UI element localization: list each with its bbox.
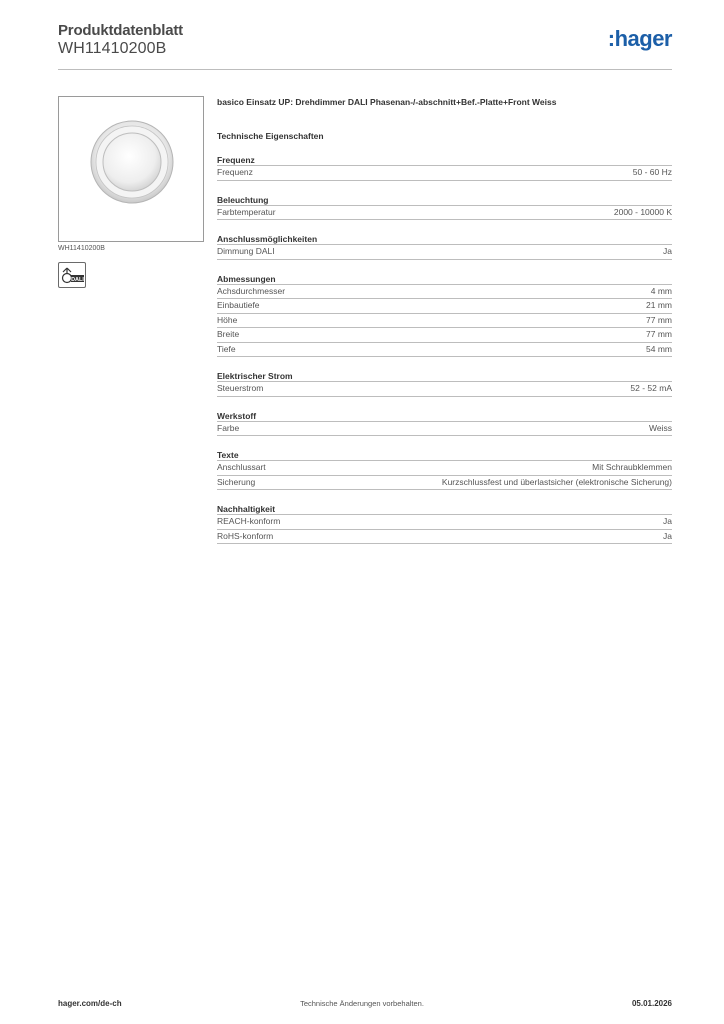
property-label: Tiefe bbox=[217, 343, 236, 354]
page-header bbox=[58, 22, 672, 70]
property-row bbox=[217, 314, 672, 329]
group-title: Elektrischer Strom bbox=[217, 370, 672, 382]
property-row bbox=[217, 461, 672, 476]
property-label: RoHS-konform bbox=[217, 530, 274, 541]
property-value: 2000 - 10000 K bbox=[613, 206, 672, 217]
hager-logo: :hager bbox=[607, 26, 672, 51]
tech-properties-heading: Technische Eigenschaften bbox=[217, 131, 324, 141]
property-value: 52 - 52 mA bbox=[630, 383, 672, 393]
property-row bbox=[217, 245, 672, 260]
property-label: Steuerstrom bbox=[217, 383, 264, 393]
group-title: Abmessungen bbox=[217, 273, 672, 285]
property-value: 21 mm bbox=[646, 300, 672, 310]
group-title: Werkstoff bbox=[217, 410, 672, 422]
property-row bbox=[217, 206, 672, 221]
property-row bbox=[217, 299, 672, 314]
dimmer-product-image bbox=[59, 97, 203, 241]
property-row bbox=[217, 285, 672, 300]
property-label: Dimmung DALI bbox=[217, 246, 275, 256]
product-description: basico Einsatz UP: Drehdimmer DALI Phasenan-/-abschnitt+Bef.-Platte+Front Weiss bbox=[217, 97, 557, 107]
main-content bbox=[217, 96, 672, 544]
product-image-frame bbox=[58, 96, 204, 242]
footer-date: 05.01.2026 bbox=[631, 999, 672, 1008]
property-row bbox=[217, 343, 672, 358]
property-label: Farbtemperatur bbox=[217, 206, 276, 217]
footer-website[interactable]: hager.com/de-ch bbox=[58, 999, 122, 1008]
property-label: Farbe bbox=[217, 422, 240, 433]
property-value: 54 mm bbox=[646, 343, 672, 354]
property-row bbox=[217, 530, 672, 545]
property-group bbox=[217, 154, 672, 181]
dali-label: DALI bbox=[71, 276, 84, 283]
property-group bbox=[217, 370, 672, 397]
property-group bbox=[217, 410, 672, 437]
property-label: Breite bbox=[217, 329, 240, 339]
property-value: Mit Schraubklemmen bbox=[592, 462, 672, 472]
document-title: Produktdatenblatt bbox=[58, 22, 183, 39]
property-row bbox=[217, 166, 672, 181]
property-group bbox=[217, 449, 672, 490]
property-row bbox=[217, 515, 672, 530]
group-title: Frequenz bbox=[217, 154, 672, 166]
property-label: Sicherung bbox=[217, 476, 256, 487]
property-value: 50 - 60 Hz bbox=[632, 167, 672, 177]
property-row bbox=[217, 476, 672, 491]
dali-icon bbox=[59, 263, 85, 287]
property-row bbox=[217, 382, 672, 397]
group-title: Beleuchtung bbox=[217, 194, 672, 206]
property-label: Einbautiefe bbox=[217, 300, 260, 310]
property-value: Kurzschlussfest und überlastsicher (elektronische Sicherung) bbox=[441, 476, 672, 487]
property-group bbox=[217, 194, 672, 221]
property-label: Frequenz bbox=[217, 167, 253, 177]
property-value: Weiss bbox=[649, 422, 672, 433]
property-value: Ja bbox=[663, 516, 672, 526]
property-value: 4 mm bbox=[650, 285, 672, 296]
property-label: Achsdurchmesser bbox=[217, 285, 286, 296]
property-group bbox=[217, 233, 672, 260]
group-title: Anschlussmöglichkeiten bbox=[217, 233, 672, 245]
dali-badge bbox=[58, 262, 86, 288]
property-group bbox=[217, 503, 672, 544]
property-group bbox=[217, 273, 672, 358]
property-row bbox=[217, 422, 672, 437]
property-groups bbox=[217, 154, 672, 544]
property-label: Anschlussart bbox=[217, 462, 266, 472]
group-title: Nachhaltigkeit bbox=[217, 503, 672, 515]
article-number: WH11410200B bbox=[58, 40, 167, 57]
property-value: 77 mm bbox=[646, 314, 672, 325]
property-value: Ja bbox=[663, 530, 672, 541]
property-row bbox=[217, 328, 672, 343]
property-label: Höhe bbox=[217, 314, 238, 325]
property-value: 77 mm bbox=[646, 329, 672, 339]
group-title: Texte bbox=[217, 449, 672, 461]
property-value: Ja bbox=[663, 246, 672, 256]
property-label: REACH-konform bbox=[217, 516, 281, 526]
footer-note: Technische Änderungen vorbehalten. bbox=[300, 999, 424, 1008]
image-caption: WH11410200B bbox=[58, 245, 105, 252]
